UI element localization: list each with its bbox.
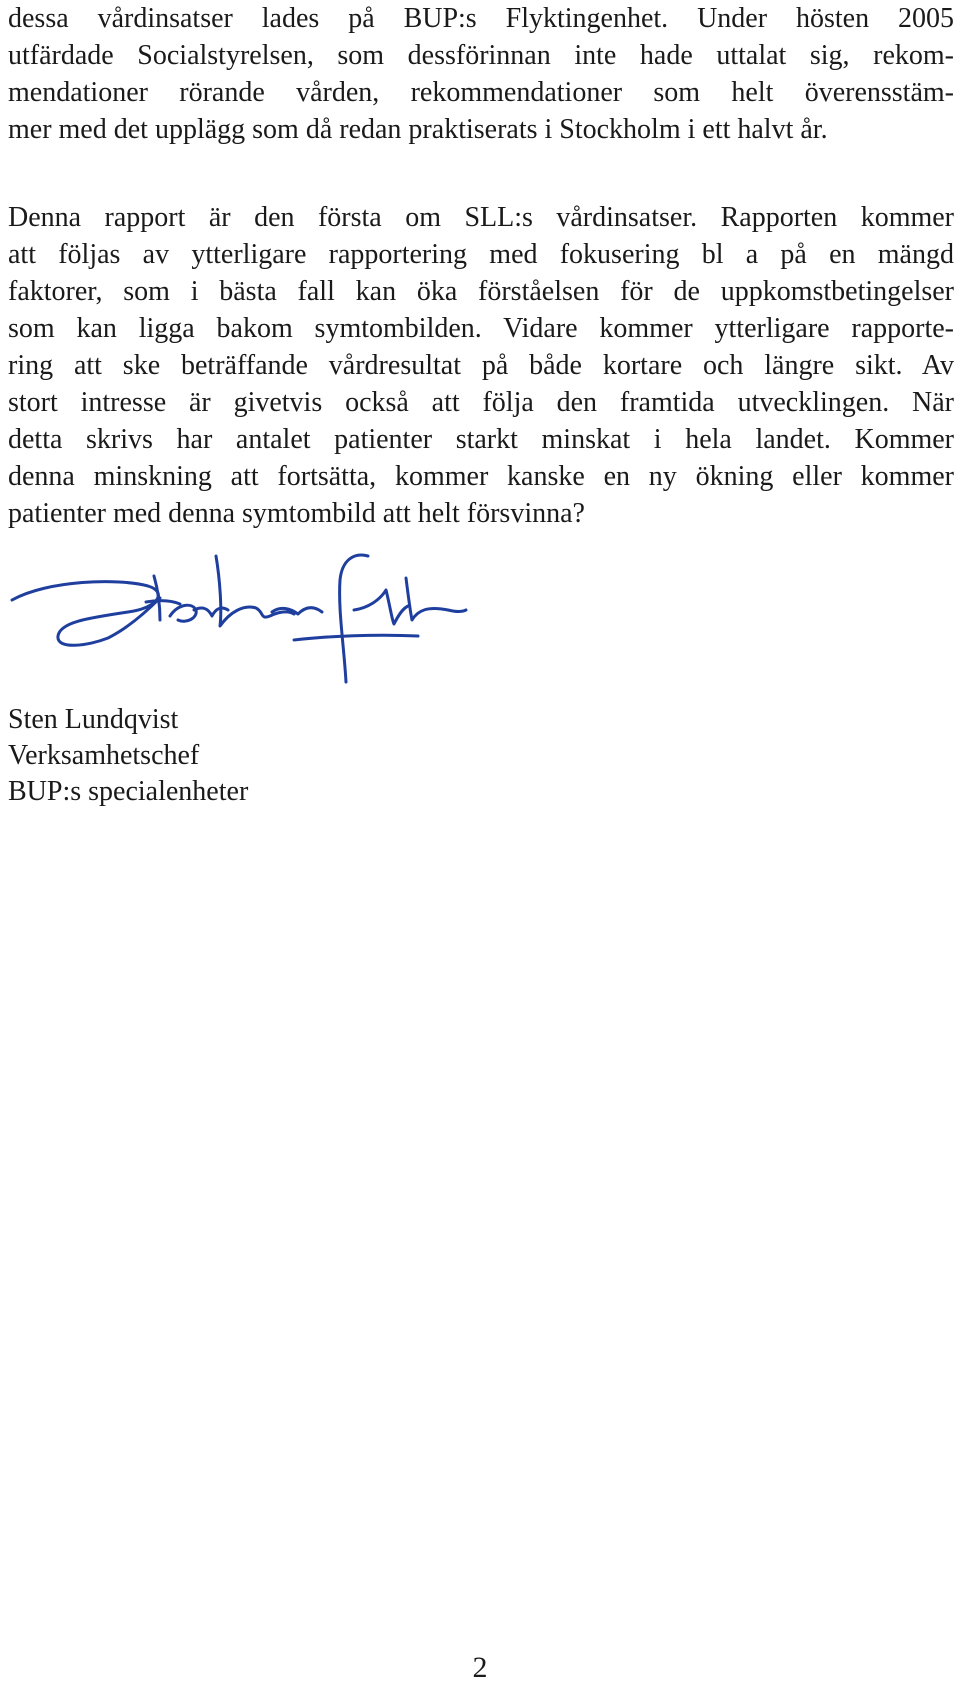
text-line: denna minskning att fortsätta, kommer kanske en ny ökning eller kommer	[8, 461, 954, 492]
body-paragraph	[8, 199, 954, 532]
signature-icon	[8, 550, 468, 690]
text-line: faktorer, som i bästa fall kan öka förståelsen för de uppkomstbetingelser	[8, 276, 954, 307]
text-line: mer med det upplägg som då redan praktiserats i Stockholm i ett halvt år.	[8, 114, 828, 145]
text-line: mendationer rörande vården, rekommendationer som helt överensstäm-	[8, 77, 954, 108]
text-line: Denna rapport är den första om SLL:s vårdinsatser. Rapporten kommer	[8, 202, 954, 233]
text-line: detta skrivs har antalet patienter starkt minskat i hela landet. Kommer	[8, 424, 954, 455]
body-paragraph	[8, 0, 954, 148]
text-line: att följas av ytterligare rapportering med fokusering bl a på en mängd	[8, 239, 954, 270]
text-line: utfärdade Socialstyrelsen, som dessförinnan inte hade uttalat sig, rekom-	[8, 40, 954, 71]
signer-title: Verksamhetschef	[8, 740, 200, 771]
text-line: ring att ske beträffande vårdresultat på både kortare och längre sikt. Av	[8, 350, 954, 381]
signer-name: Sten Lundqvist	[8, 704, 179, 735]
text-line: stort intresse är givetvis också att följa den framtida utvecklingen. När	[8, 387, 954, 418]
signer-unit: BUP:s specialenheter	[8, 776, 249, 807]
signature-block	[8, 702, 248, 810]
text-line: patienter med denna symtombild att helt försvinna?	[8, 498, 585, 529]
text-line: dessa vårdinsatser lades på BUP:s Flyktingenhet. Under hösten 2005	[8, 3, 954, 34]
page-number: 2	[472, 1651, 488, 1684]
text-line: som kan ligga bakom symtombilden. Vidare kommer ytterligare rapporte-	[8, 313, 954, 344]
